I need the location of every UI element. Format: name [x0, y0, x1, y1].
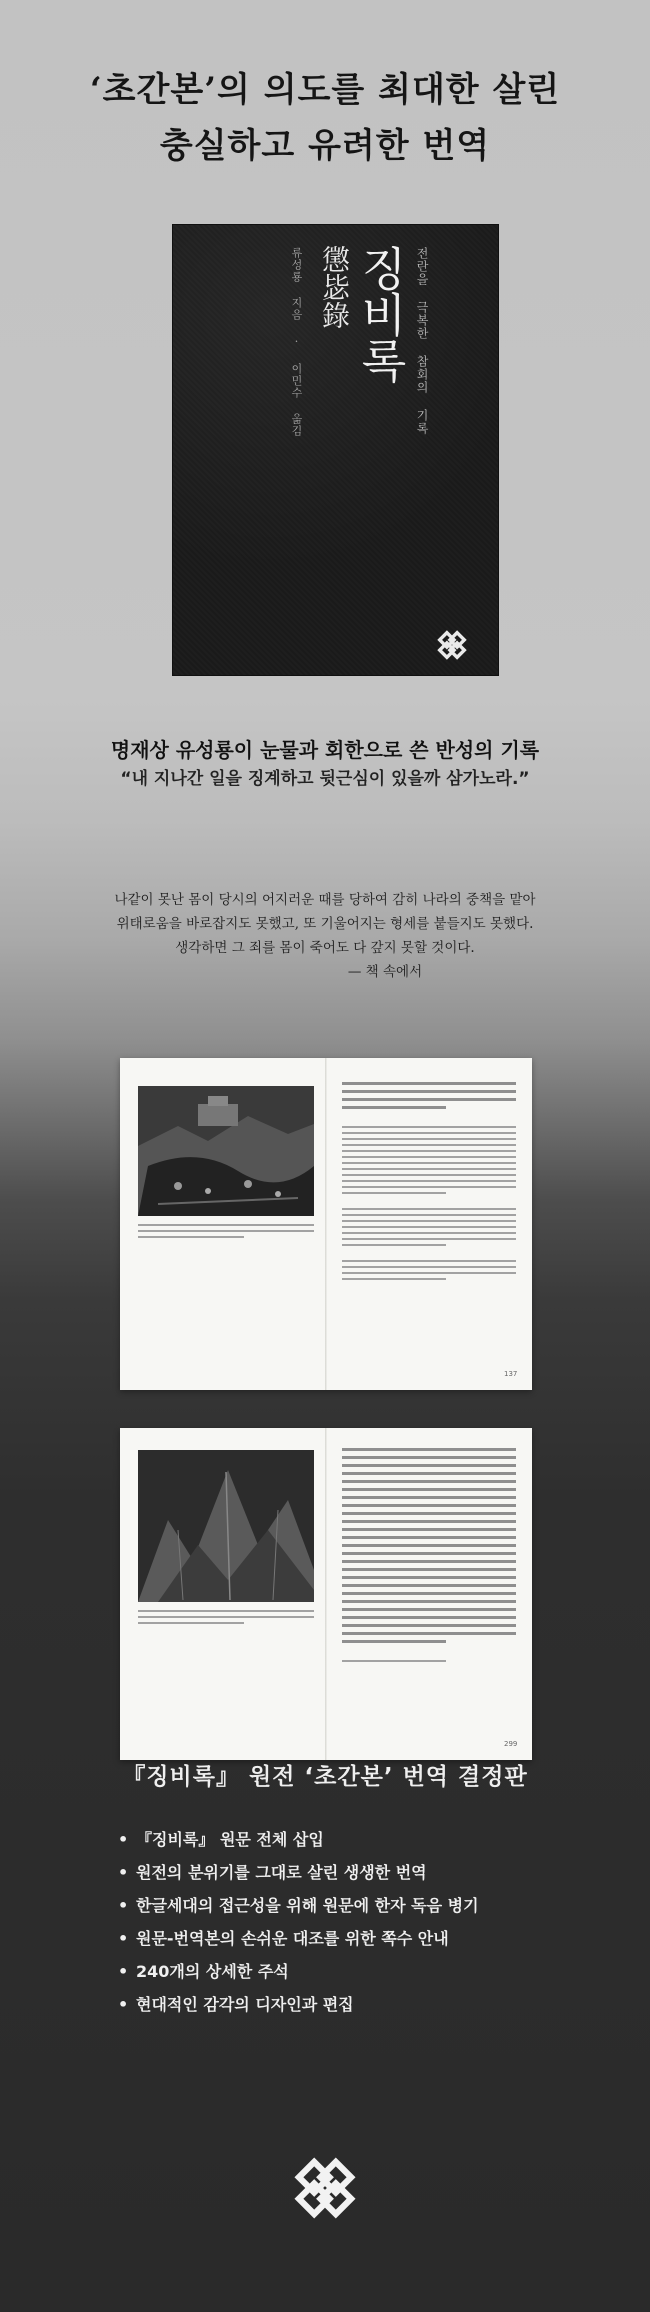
- excerpt-source: — 책 속에서: [347, 964, 423, 980]
- book-cover: [173, 225, 498, 675]
- excerpt-line-1: 나같이 못난 몸이 당시의 어지러운 때를 당하여 감히 나라의 중책을 맡아: [114, 892, 536, 908]
- feature-item: • 원문-번역본의 손쉬운 대조를 위한 쪽수 안내: [118, 1929, 449, 1948]
- tagline: 명재상 유성룡이 눈물과 회한으로 쓴 반성의 기록: [110, 738, 540, 762]
- feature-item: • 원전의 분위기를 그대로 살린 생생한 번역: [118, 1863, 427, 1882]
- cover-title: 징비록: [354, 245, 408, 383]
- text-page-right: [342, 1448, 516, 1666]
- feature-item: • 한글세대의 접근성을 위해 원문에 한자 독음 병기: [118, 1896, 479, 1915]
- cover-hanja-title: 懲毖錄: [318, 245, 351, 329]
- features-list: [118, 1823, 479, 2021]
- page-number: 299: [504, 1740, 518, 1748]
- feature-item: • 240개의 상세한 주석: [118, 1962, 289, 1981]
- text-page-right: [342, 1082, 516, 1284]
- feature-item: • 『징비록』 원문 전체 삽입: [118, 1830, 324, 1849]
- battle-illustration: [138, 1086, 314, 1216]
- excerpt-line-3: 생각하면 그 죄를 몸이 죽어도 다 갚지 못할 것이다.: [175, 940, 475, 956]
- book-spread-2: [120, 1428, 532, 1760]
- mountain-illustration: [138, 1450, 314, 1602]
- publisher-logo-icon: [289, 2152, 361, 2224]
- spread-gutter: [325, 1058, 327, 1390]
- headline-line-1: ‘초간본’의 의도를 최대한 살린: [89, 70, 561, 110]
- headline-line-2: 충실하고 유려한 번역: [159, 126, 491, 166]
- spread-gutter: [325, 1428, 327, 1760]
- illustration-caption: [138, 1610, 314, 1628]
- features-title: 『징비록』 원전 ‘초간본’ 번역 결정판: [122, 1764, 528, 1790]
- illustration-caption: [138, 1224, 314, 1242]
- tagline-quote: “내 지나간 일을 징계하고 뒷근심이 있을까 삼가노라.”: [120, 769, 530, 789]
- excerpt-line-2: 위태로움을 바로잡지도 못했고, 또 기울어지는 형세를 붙들지도 못했다.: [116, 916, 534, 932]
- page-number: 137: [504, 1370, 518, 1378]
- publisher-logo-icon: [435, 628, 469, 662]
- book-spread-1: [120, 1058, 532, 1390]
- cover-subtitle: 전란을 극복한 참회의 기록: [415, 247, 429, 435]
- cover-author: 류성룡 지음 · 이민수 옮김: [290, 247, 303, 437]
- feature-item: • 현대적인 감각의 디자인과 편집: [118, 1995, 354, 2014]
